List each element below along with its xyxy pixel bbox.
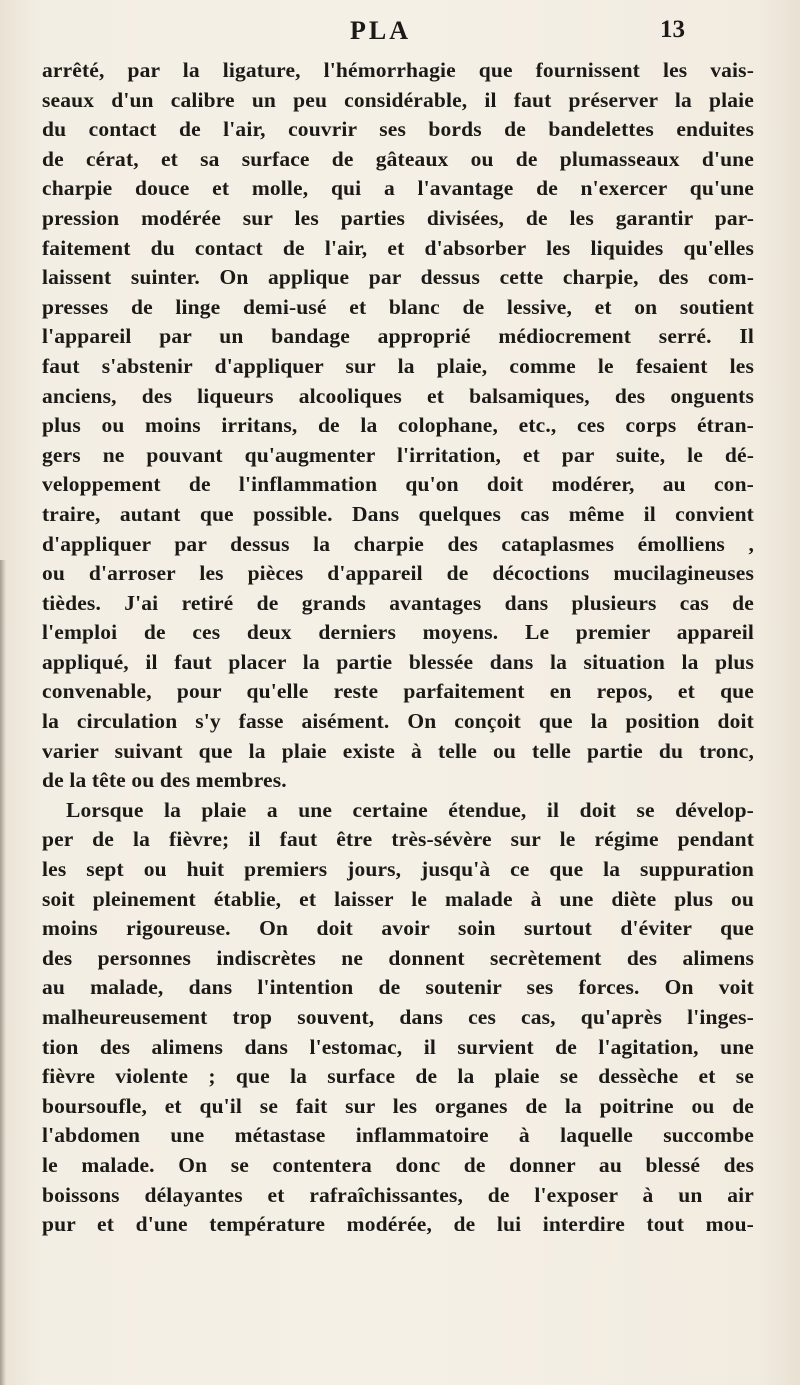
text-line: Lorsque la plaie a une certaine étendue, il doit se dévelop- <box>66 797 754 822</box>
text-line: ou d'arroser les pièces d'appareil de décoctions mucilagineuses <box>42 561 754 586</box>
text-line: au malade, dans l'intention de soutenir ses forces. On voit <box>42 975 754 1000</box>
text-line: de la tête ou des membres. <box>42 768 287 793</box>
body-text <box>42 56 754 1240</box>
text-line: le malade. On se contentera donc de donner au blessé des <box>42 1152 754 1177</box>
text-line: seaux d'un calibre un peu considérable, il faut préserver la plaie <box>42 87 754 112</box>
text-line: anciens, des liqueurs alcooliques et balsamiques, des onguents <box>42 383 754 408</box>
text-line: boursoufle, et qu'il se fait sur les organes de la poitrine ou de <box>42 1093 754 1118</box>
text-line: convenable, pour qu'elle reste parfaitement en repos, et que <box>42 679 754 704</box>
text-line: tion des alimens dans l'estomac, il survient de l'agitation, une <box>42 1034 754 1059</box>
text-line: plus ou moins irritans, de la colophane, etc., ces corps étran- <box>42 413 754 438</box>
text-line: veloppement de l'inflammation qu'on doit modérer, au con- <box>42 472 754 497</box>
text-line: la circulation s'y fasse aisément. On conçoit que la position doit <box>42 709 754 734</box>
text-line: pression modérée sur les parties divisées, de les garantir par- <box>42 205 754 230</box>
text-line: traire, autant que possible. Dans quelques cas même il convient <box>42 501 754 526</box>
text-line: des personnes indiscrètes ne donnent secrètement des alimens <box>42 945 754 970</box>
text-line: soit pleinement établie, et laisser le malade à une diète plus ou <box>42 886 754 911</box>
running-head: PLA <box>350 16 411 45</box>
text-line: malheureusement trop souvent, dans ces cas, qu'après l'inges- <box>42 1005 754 1029</box>
text-line: faut s'abstenir d'appliquer sur la plaie, comme le fesaient les <box>42 353 754 378</box>
text-line: laissent suinter. On applique par dessus cette charpie, des com- <box>42 265 754 290</box>
text-line: moins rigoureuse. On doit avoir soin surtout d'éviter que <box>42 916 754 941</box>
text-line: boissons délayantes et rafraîchissantes, de l'exposer à un air <box>42 1182 754 1207</box>
text-line: fièvre violente ; que la surface de la plaie se dessèche et se <box>42 1064 754 1089</box>
text-line: de cérat, et sa surface de gâteaux ou de plumasseaux d'une <box>42 146 754 171</box>
text-line: l'appareil par un bandage approprié médiocrement serré. Il <box>42 324 754 349</box>
text-line: per de la fièvre; il faut être très-sévère sur le régime pendant <box>42 827 754 852</box>
text-line: l'emploi de ces deux derniers moyens. Le premier appareil <box>42 620 754 645</box>
text-line: faitement du contact de l'air, et d'absorber les liquides qu'elles <box>42 235 754 260</box>
text-line: varier suivant que la plaie existe à telle ou telle partie du tronc, <box>42 738 754 763</box>
text-line: tièdes. J'ai retiré de grands avantages dans plusieurs cas de <box>42 590 754 615</box>
text-line: gers ne pouvant qu'augmenter l'irritation, et par suite, le dé- <box>42 442 754 467</box>
text-line: presses de linge demi-usé et blanc de lessive, et on soutient <box>42 294 754 319</box>
page-header <box>0 16 800 56</box>
text-line: pur et d'une température modérée, de lui interdire tout mou- <box>42 1212 754 1237</box>
text-line: du contact de l'air, couvrir ses bords de bandelettes enduites <box>42 117 754 142</box>
text-line: d'appliquer par dessus la charpie des cataplasmes émolliens , <box>42 531 754 556</box>
text-line: charpie douce et molle, qui a l'avantage de n'exercer qu'une <box>42 176 754 201</box>
page-number: 13 <box>660 16 685 43</box>
page-binding-shadow <box>0 560 6 1385</box>
text-line: l'abdomen une métastase inflammatoire à laquelle succombe <box>42 1123 754 1148</box>
text-line: appliqué, il faut placer la partie blessée dans la situation la plus <box>42 649 754 674</box>
text-line: arrêté, par la ligature, l'hémorrhagie que fournissent les vais- <box>42 58 754 82</box>
text-line: les sept ou huit premiers jours, jusqu'à ce que la suppuration <box>42 857 754 882</box>
